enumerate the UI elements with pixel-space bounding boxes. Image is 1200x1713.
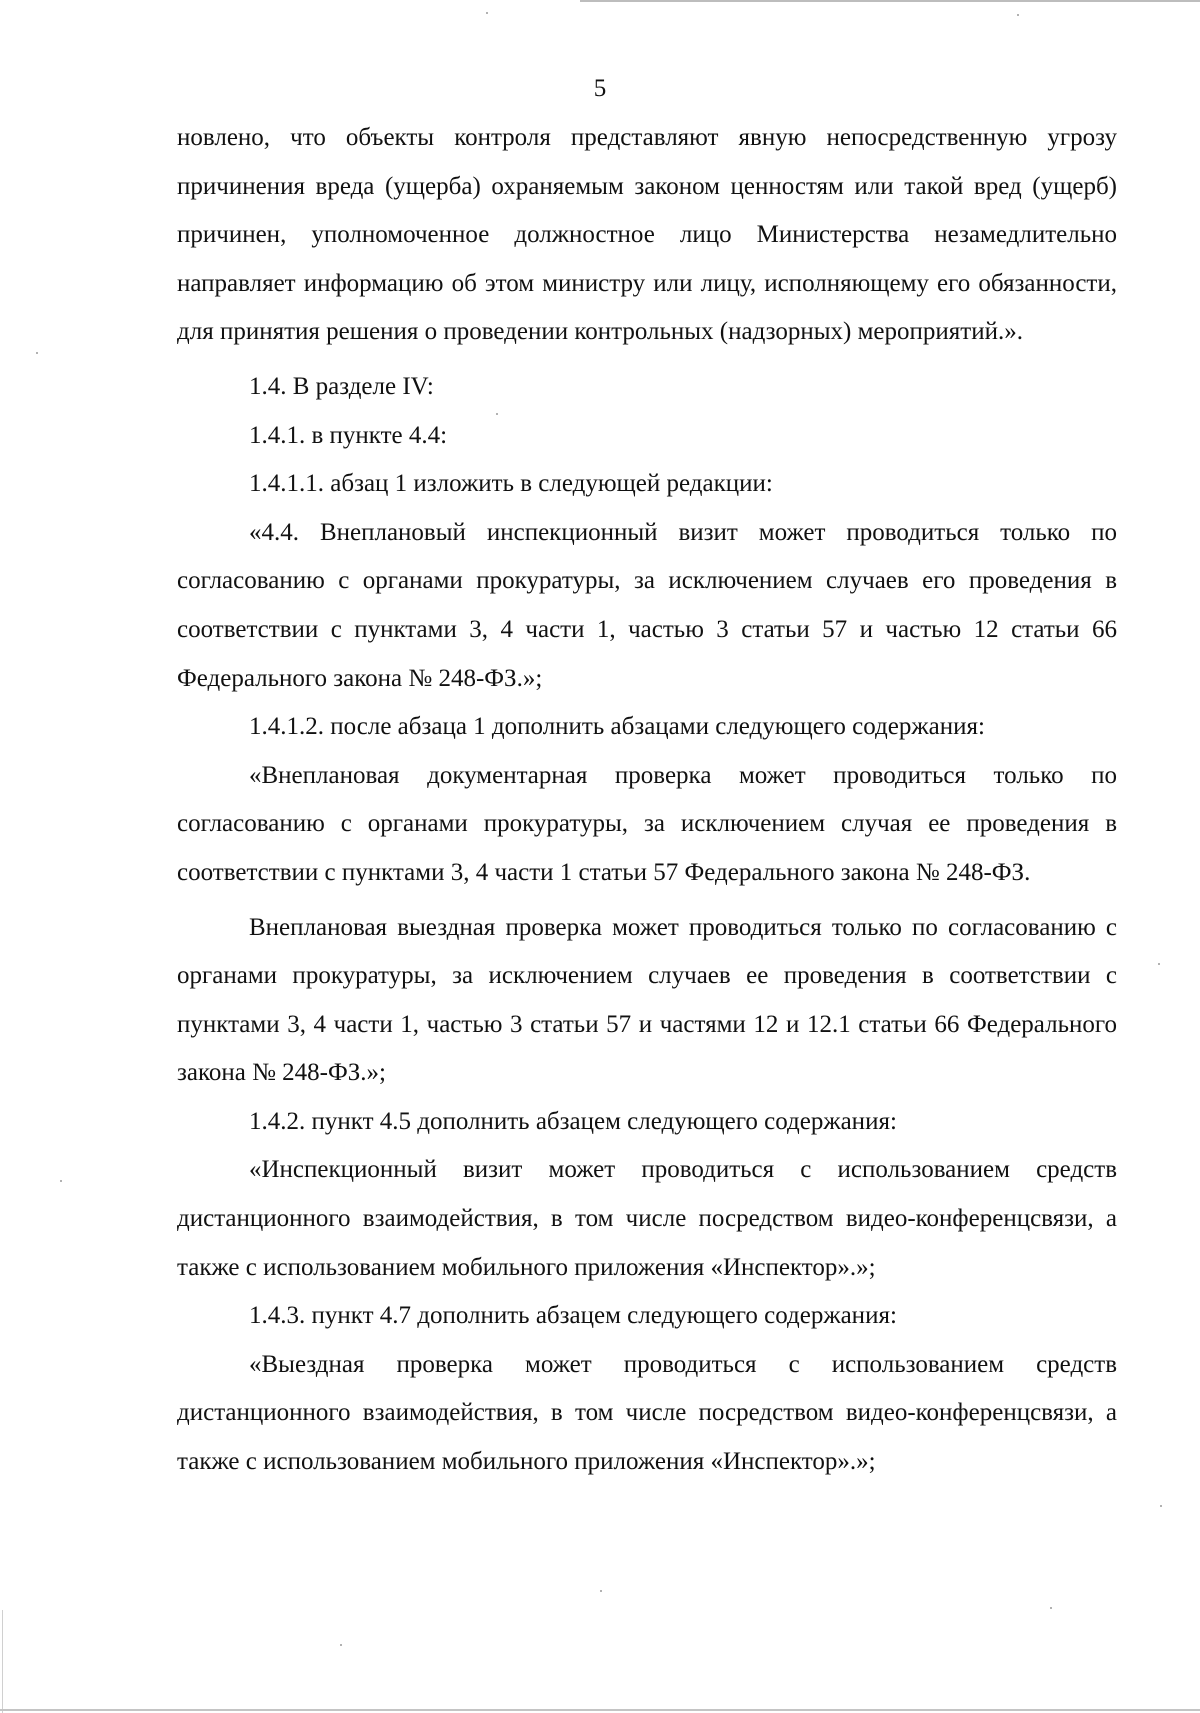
scan-speck (600, 1590, 602, 1592)
scan-speck (1050, 1607, 1052, 1609)
scan-speck (340, 1644, 342, 1646)
paragraph-item-heading: 1.4.1.2. после абзаца 1 дополнить абзацами следующего содержания: (249, 713, 985, 741)
paragraph-continuation: новлено, что объекты контроля представляют явную непосредственную угрозу причинения вреда (ущерба) охраняемым законом ценностям или такой вред (ущерб) причинен, уполномоченное должностное лицо Министерства незамедлительно направляет информацию об этом министру или лицу, исполняющему его обязанности, для принятия решения о проведении контрольных (надзорных) мероприятий.». (177, 124, 1117, 346)
document-body (177, 114, 1117, 1487)
scan-speck (1017, 14, 1019, 16)
scan-speck (1158, 963, 1160, 965)
paragraph-subsection-heading: 1.4.3. пункт 4.7 дополнить абзацем следующего содержания: (249, 1302, 897, 1330)
paragraph-quote-remote-check: «Выездная проверка может проводиться с использованием средств дистанционного взаимодействия, в том числе посредством видео-конференцсвязи, а также с использованием мобильного приложения «Инспектор».»; (177, 1350, 1117, 1476)
scan-artifact-top-line (580, 0, 1200, 2)
scan-speck (1160, 1505, 1162, 1507)
scan-speck (486, 12, 488, 14)
paragraph-quote-documentary-check: «Внеплановая документарная проверка может проводиться только по согласованию с органами прокуратуры, за исключением случая ее проведения в соответствии с пунктами 3, 4 части 1 статьи 57 Федерального закона № 248-ФЗ. (177, 761, 1117, 886)
paragraph-section-heading: 1.4. В разделе IV: (249, 372, 434, 400)
paragraph-item-heading: 1.4.1.1. абзац 1 изложить в следующей редакции: (249, 470, 773, 498)
scan-speck (36, 352, 38, 354)
paragraph-quote-inspection-visit: «4.4. Внеплановый инспекционный визит может проводиться только по согласованию с органами прокуратуры, за исключением случаев его проведения в соответствии с пунктами 3, 4 части 1, частью 3 статьи 57 и частью 12 статьи 66 Федерального закона № 248-ФЗ.»; (177, 518, 1117, 692)
scan-artifact-left-edge (2, 1610, 3, 1713)
scan-speck (496, 413, 498, 415)
paragraph-subsection-heading: 1.4.2. пункт 4.5 дополнить абзацем следующего содержания: (249, 1107, 897, 1135)
paragraph-quote-remote-visit: «Инспекционный визит может проводиться с использованием средств дистанционного взаимодействия, в том числе посредством видео-конференцсвязи, а также с использованием мобильного приложения «Инспектор».»; (177, 1156, 1117, 1281)
scan-artifact-bottom-line (0, 1709, 1200, 1711)
paragraph-subsection-heading: 1.4.1. в пункте 4.4: (249, 421, 448, 449)
page-number: 5 (593, 75, 607, 102)
paragraph-quote-onsite-check: Внеплановая выездная проверка может проводиться только по согласованию с органами прокуратуры, за исключением случаев ее проведения в соответствии с пунктами 3, 4 части 1, частью 3 статьи 57 и частями 12 и 12.1 статьи 66 Федерального закона № 248-ФЗ.»; (177, 913, 1117, 1087)
scan-speck (60, 1180, 62, 1182)
